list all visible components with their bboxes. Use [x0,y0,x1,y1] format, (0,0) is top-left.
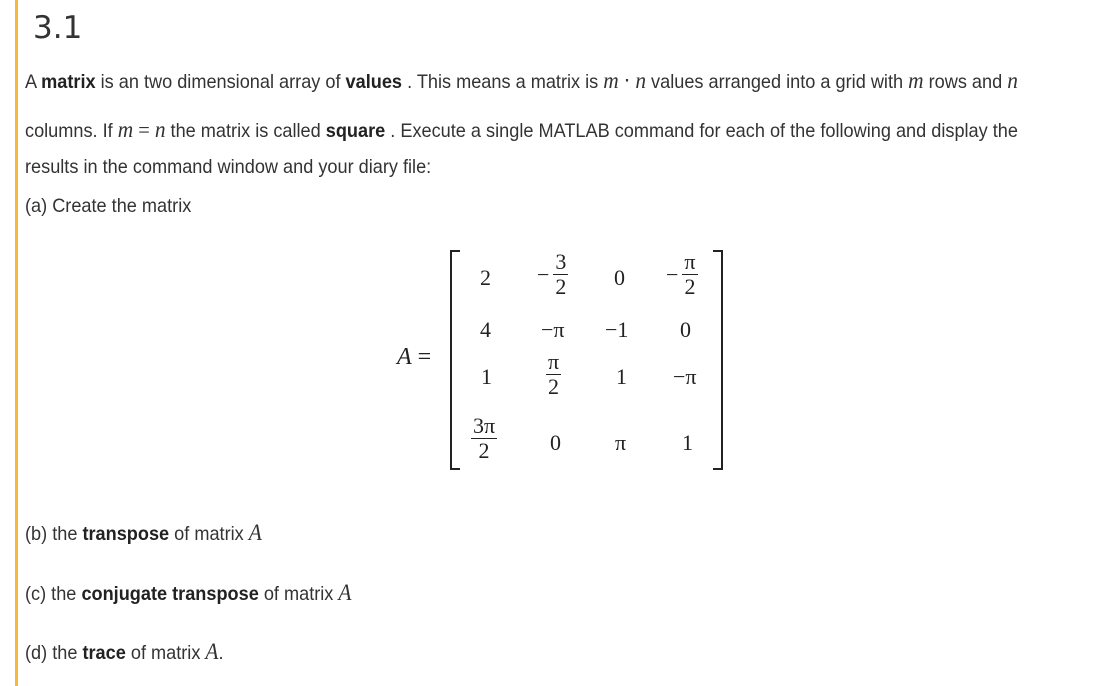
numerator: 3 [555,249,567,274]
term-conjugate-transpose: conjugate transpose [81,583,259,605]
math-m: m [117,117,134,142]
matrix-cell-r2c2: −π [541,317,565,342]
math-equals: = [138,117,150,142]
matrix-right-bracket [713,250,723,470]
term-matrix: matrix [41,71,96,93]
matrix-cell-r3c2 [546,350,561,399]
part-d [25,639,224,665]
text-segment: is an two dimensional array of [95,71,346,93]
text-segment: of matrix [258,583,339,605]
matrix-cell-r3c3: 1 [616,364,627,389]
matrix-cell-r1c3: 0 [614,265,625,290]
matrix-cell-r4c4: 1 [682,430,693,455]
text-segment: (d) the [25,642,83,664]
matrix-left-bracket [450,250,460,470]
math-n: n [635,68,647,93]
term-trace: trace [82,642,126,664]
text-segment: (c) the [25,583,82,605]
matrix-cell-r4c1 [471,414,497,463]
fraction [546,350,561,399]
intro-line-2 [25,117,1018,143]
matrix-cell-r2c1: 4 [480,317,491,342]
math-equals: = [417,344,432,370]
section-heading: 3.1 [33,10,83,46]
matrix-cell-r2c4: 0 [680,317,691,342]
math-n: n [1007,68,1018,93]
text-segment: of matrix [169,523,249,545]
matrix-cell-r3c4: −π [673,364,697,389]
text-segment: of matrix [125,642,206,664]
fraction [471,414,497,463]
text-segment: . This means a matrix is [402,71,604,93]
fraction [682,250,697,299]
term-values: values [345,71,403,93]
minus-sign: − [666,261,679,287]
math-m: m [603,68,619,93]
text-segment: columns. If [25,120,118,142]
minus-sign: − [537,261,550,287]
denominator: 2 [478,438,490,463]
fraction [553,250,568,299]
numerator: π [684,249,696,274]
matrix-cell-r2c3: −1 [605,317,629,342]
matrix-cell-r1c2 [537,250,568,299]
part-c [25,580,352,606]
math-A: A [205,639,219,664]
matrix-cell-r4c2: 0 [550,430,561,455]
math-A: A [338,580,352,605]
denominator: 2 [684,274,696,299]
math-m: m [908,68,924,93]
intro-line-1 [25,68,1018,94]
matrix-cell-r1c1: 2 [480,265,491,290]
matrix-cell-r4c3: π [615,430,627,455]
left-accent-border [15,0,18,686]
matrix-cell-r3c1: 1 [481,364,492,389]
matrix-cell-r1c4 [666,250,698,299]
numerator: 3π [473,413,496,438]
period: . [218,642,224,664]
numerator: π [548,349,560,374]
matrix-symbol: A [397,344,412,370]
text-segment: values arranged into a grid with [646,71,909,93]
intro-line-3: results in the command window and your diary file: [25,156,432,178]
math-A: A [248,520,262,545]
text-segment: rows and [923,71,1008,93]
term-square: square [325,120,386,142]
text-segment: the matrix is called [165,120,326,142]
denominator: 2 [548,374,560,399]
denominator: 2 [555,274,567,299]
part-a: (a) Create the matrix [25,195,192,217]
text-segment: A [25,71,42,93]
term-transpose: transpose [82,523,170,545]
math-dot: ⋅ [623,68,631,93]
matrix-label [397,344,431,371]
math-n: n [154,117,166,142]
part-b [25,520,262,546]
text-segment: (b) the [25,523,83,545]
text-segment: . Execute a single MATLAB command for each of the following and display the [385,120,1018,142]
